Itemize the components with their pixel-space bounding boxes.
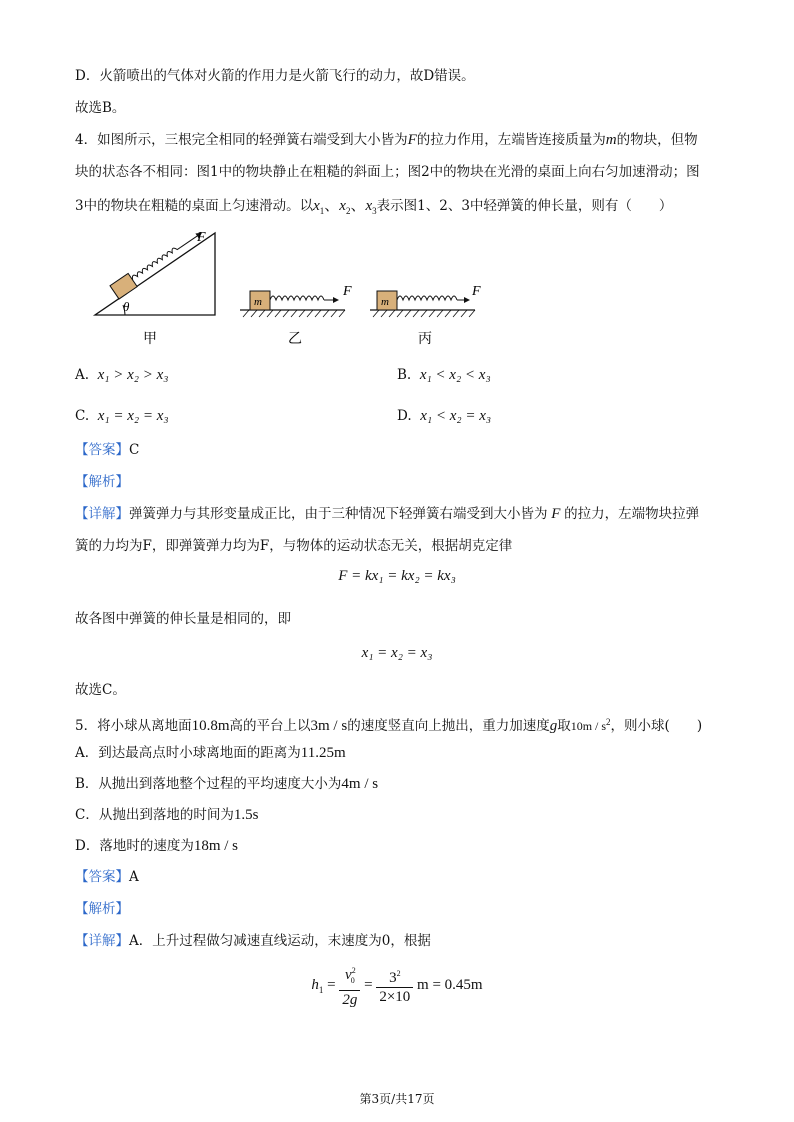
q4-option-d: D. x₁ < x₂ = x₃ <box>397 408 492 424</box>
prev-choice: 故选B。 <box>75 100 126 116</box>
force-label-1: F <box>197 230 206 245</box>
q4-analysis-tag: 【解析】 <box>75 474 129 490</box>
hooke-equation: F = kx₁ = kx₂ = kx₃ <box>338 568 456 584</box>
q5-option-d: D．落地时的速度为18m / s <box>75 838 239 854</box>
q4-answer: 【答案】C <box>75 442 140 458</box>
q4-line2: 块的状态各不相同：图1中的物块静止在粗糙的斜面上；图2中的物块在光滑的桌面上向右匀加速滑动；图 <box>75 164 700 180</box>
figure-table-rough <box>370 284 481 347</box>
figure-label-1: 甲 <box>143 332 157 347</box>
q4-figure <box>85 225 505 350</box>
page-footer: 第3页/共17页 <box>359 1092 435 1106</box>
mass-label-3: m <box>381 296 389 308</box>
figure-table-smooth <box>240 284 352 347</box>
q4-option-c: C. x₁ = x₂ = x₃ <box>75 408 169 424</box>
q4-option-a: A. x₁ > x₂ > x₃ <box>75 367 169 383</box>
q4-line1: 4．如图所示，三根完全相同的轻弹簧右端受到大小皆为F的拉力作用，左端皆连接质量为m的物块，但物 <box>75 132 698 148</box>
h1-formula: $h_1$ = $\frac{v^2_0}{2g}$ = $\frac{3^2}{2\times 10}$ m = 0.45m <box>0 962 794 1009</box>
force-label-2: F <box>343 284 352 299</box>
equal-equation: x₁ = x₂ = x₃ <box>361 645 433 661</box>
q4-detail-line2: 簧的力均为F，即弹簧弹力均为F，与物体的运动状态无关，根据胡克定律 <box>75 538 513 554</box>
q4-line3: 3中的物块在粗糙的桌面上匀速滑动。以$x_1$、$x_2$、$x_3$表示图1、2、3中轻弹簧的伸长量，则有（ ） <box>75 198 673 216</box>
q5-detail: 【详解】A．上升过程做匀减速直线运动，末速度为0，根据 <box>75 933 431 949</box>
mass-label-2: m <box>254 296 262 308</box>
figure-label-2: 乙 <box>288 332 302 347</box>
q5-answer: 【答案】A <box>75 869 139 885</box>
force-label-3: F <box>472 284 481 299</box>
figure-incline <box>95 226 215 347</box>
q4-detail-line3: 故各图中弹簧的伸长量是相同的，即 <box>75 611 291 627</box>
q5-option-a: A．到达最高点时小球离地面的距离为11.25m <box>75 745 346 761</box>
q5-option-b: B．从抛出到落地整个过程的平均速度大小为4m / s <box>75 776 379 792</box>
figure-label-3: 丙 <box>418 332 432 347</box>
angle-label: θ <box>123 299 130 314</box>
q4-option-b: B. x₁ < x₂ < x₃ <box>397 367 491 383</box>
q5-stem: 5．将小球从离地面10.8m高的平台上以3m / s的速度竖直向上抛出，重力加速度g取$10m / s^2$，则小球( ) <box>75 717 703 734</box>
q4-choice: 故选C。 <box>75 682 126 698</box>
q5-option-c: C．从抛出到落地的时间为1.5s <box>75 807 259 823</box>
q4-detail-line1: 【详解】弹簧弹力与其形变量成正比，由于三种情况下轻弹簧右端受到大小皆为 F 的拉力，左端物块拉弹 <box>75 506 700 522</box>
q5-analysis-tag: 【解析】 <box>75 901 129 917</box>
prev-option-d: D．火箭喷出的气体对火箭的作用力是火箭飞行的动力，故D错误。 <box>75 68 475 84</box>
